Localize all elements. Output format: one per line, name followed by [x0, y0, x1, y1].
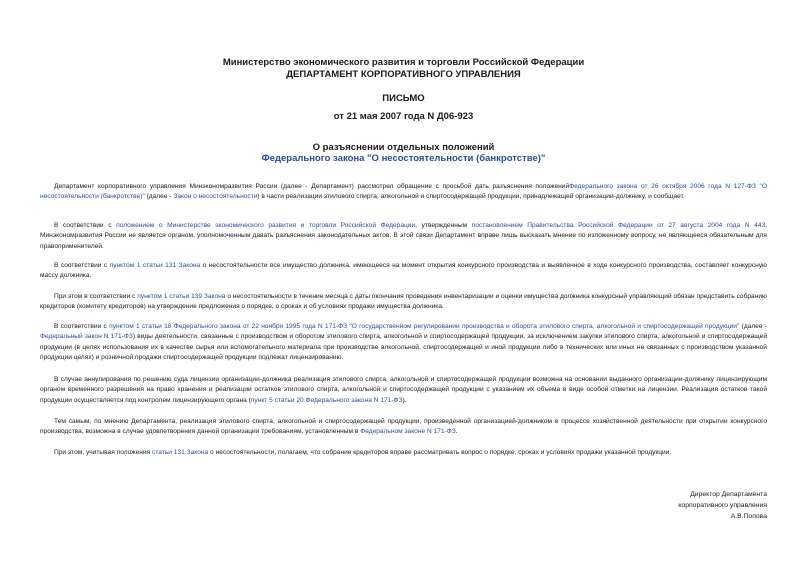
signature-department: корпоративного управления [678, 502, 767, 509]
p6-text-2: ). [402, 396, 407, 404]
p4-article-139-link[interactable]: пунктом 1 статьи 139 Закона [137, 293, 226, 300]
department-name: ДЕПАРТАМЕНТ КОРПОРАТИВНОГО УПРАВЛЕНИЯ [286, 69, 521, 80]
document-type: ПИСЬМО [382, 93, 425, 104]
p1-text-1: Департамент корпоративного управления Минэкономразвития России (далее - Департамент) рассмотрел обращение с просьбой дать разъяснения положений [54, 183, 570, 190]
p5-text-1: В соответствии с [54, 323, 110, 330]
p4-text-2: о несостоятельности в течение месяца с даты окончания проведения инвентаризации и оценки имущества должника конкурсный управляющий обязан представить собранию кредиторов (комитету кредиторов) на утверждение предложения о порядке, о сроках и об условиях продажи имущества должника. [40, 293, 767, 311]
p2-text-1: В соответствии с [54, 222, 117, 229]
paragraph-7 [40, 417, 767, 438]
p3-text-1: В соответствии с [54, 262, 110, 269]
paragraph-2 [40, 221, 767, 252]
paragraph-8 [40, 448, 767, 458]
p6-text-1: В случае аннулирования по решению суда лицензии организации-должника реализация этилового спирта, алкогольной и спиртосодержащей продукции возможна на основании выданного организации-должнику лицензирующим органом временного разрешения на право хранения и реализации остатков этилового спирта, алкогольной и спиртосодержащей продукции с указанием их объема в виде особой отметки на лицензии. Реализация остатков такой продукции осуществляется под контролем лицензирующего органа ( [40, 376, 767, 404]
p1-text-3: ) в части реализации этилового спирта, алкогольной и спиртосодержащей продукции, принадлежащей организации-должнику, и сообщает. [257, 193, 685, 201]
paragraph-3 [40, 261, 767, 282]
signature-block [627, 489, 767, 522]
p5-law-171-link[interactable]: Федеральный закон N 171-ФЗ [40, 333, 133, 341]
paragraph-5 [40, 322, 767, 363]
p4-text-1: При этом в соответствии с [54, 293, 138, 300]
subject-law-link[interactable]: Федерального закона "О несостоятельности (банкротстве)" [261, 153, 546, 164]
p5-text-3: ) виды деятельности, связанные с производством и оборотом этилового спирта, алкогольной и спиртосодержащей продукции, за исключением закупки этилового спирта, алкогольной и спиртосодержащей продукции (в целях использования их в качестве сырья или вспомогательного материала при производстве алкогольной, спиртосодержащей и иной продукции либо в технических или иных не связанных с производством указанной продукции целях) и розничной продажи спиртосодержащей продукции подлежат лицензированию. [40, 333, 767, 361]
signature-title: Директор Департамента [690, 491, 767, 498]
signature-name: А.В.Попова [730, 513, 767, 520]
p7-law-171-link[interactable]: Федеральном законе N 171-ФЗ [360, 428, 456, 436]
p3-article-131-link[interactable]: пунктом 1 статьи 131 Закона [109, 262, 201, 269]
p7-text-1: Тем самым, по мнению Департамента, реализация этилового спирта, алкогольной и спиртосодержащей продукции, произведенной организацией-должником в процессе хозяйственной деятельности при открытии конкурсного производства, возможна в случае удовлетворения данной организации требованиям, установленным в [40, 418, 767, 436]
p1-text-2: (далее - [144, 193, 174, 201]
p7-text-2: . [455, 428, 458, 436]
paragraph-4 [40, 292, 767, 313]
p6-article-20-link[interactable]: пункт 5 статьи 20 Федерального закона N 171-ФЗ [250, 396, 403, 404]
ministry-name: Министерство экономического развития и торговли Российской Федерации [222, 57, 585, 68]
subject-line-1: О разъяснении отдельных положений [312, 142, 495, 153]
p2-government-decree-link[interactable]: постановлением Правительства Российской Федерации от 27 августа 2004 года N 443 [471, 222, 766, 229]
paragraph-1 [40, 182, 767, 203]
p8-text-2: о несостоятельности, полагаем, что собрание кредиторов вправе рассматривать вопрос о порядке, сроках и условиях продажи указанной продукции. [208, 449, 672, 456]
p5-law-171-article-18-link[interactable]: пунктом 1 статьи 18 Федерального закона от 22 ноября 1995 года N 171-ФЗ "О государственном регулировании производства и оборота этилового спирта, алкогольной и спиртосодержащей продукции" [109, 323, 740, 330]
p8-article-131-link[interactable]: статьи 131 Закона [152, 449, 209, 456]
p8-text-1: При этом, учитывая положения [54, 449, 153, 456]
p3-text-2: о несостоятельности все имущество должника, имеющееся на момент открытия конкурсного производства и выявленное в ходе конкурсного производства, составляет конкурсную массу должника. [40, 262, 767, 280]
paragraph-6 [40, 375, 767, 406]
p2-text-3: , Минэкономразвития России не является органом, уполномоченным давать разъяснения законодательных актов. В этой связи Департамент вправе лишь высказать мнение по изложенному вопросу, не являющееся обязательным для правоприменителей. [40, 222, 767, 250]
p2-ministry-regulation-link[interactable]: положением о Министерстве экономического развития и торговли Российской Федерации [116, 222, 416, 229]
p5-text-2: (далее - [739, 323, 767, 330]
p2-text-2: , утвержденным [415, 222, 472, 229]
subject-line-2 [0, 153, 807, 164]
p1-law-127-link[interactable]: Федерального закона от 26 октября 2006 года N 127-ФЗ "О несостоятельности (банкротстве)" [40, 183, 768, 201]
document-date: от 21 мая 2007 года N Д06-923 [333, 111, 474, 122]
p1-insolvency-law-link[interactable]: Закон о несостоятельности [173, 193, 258, 201]
